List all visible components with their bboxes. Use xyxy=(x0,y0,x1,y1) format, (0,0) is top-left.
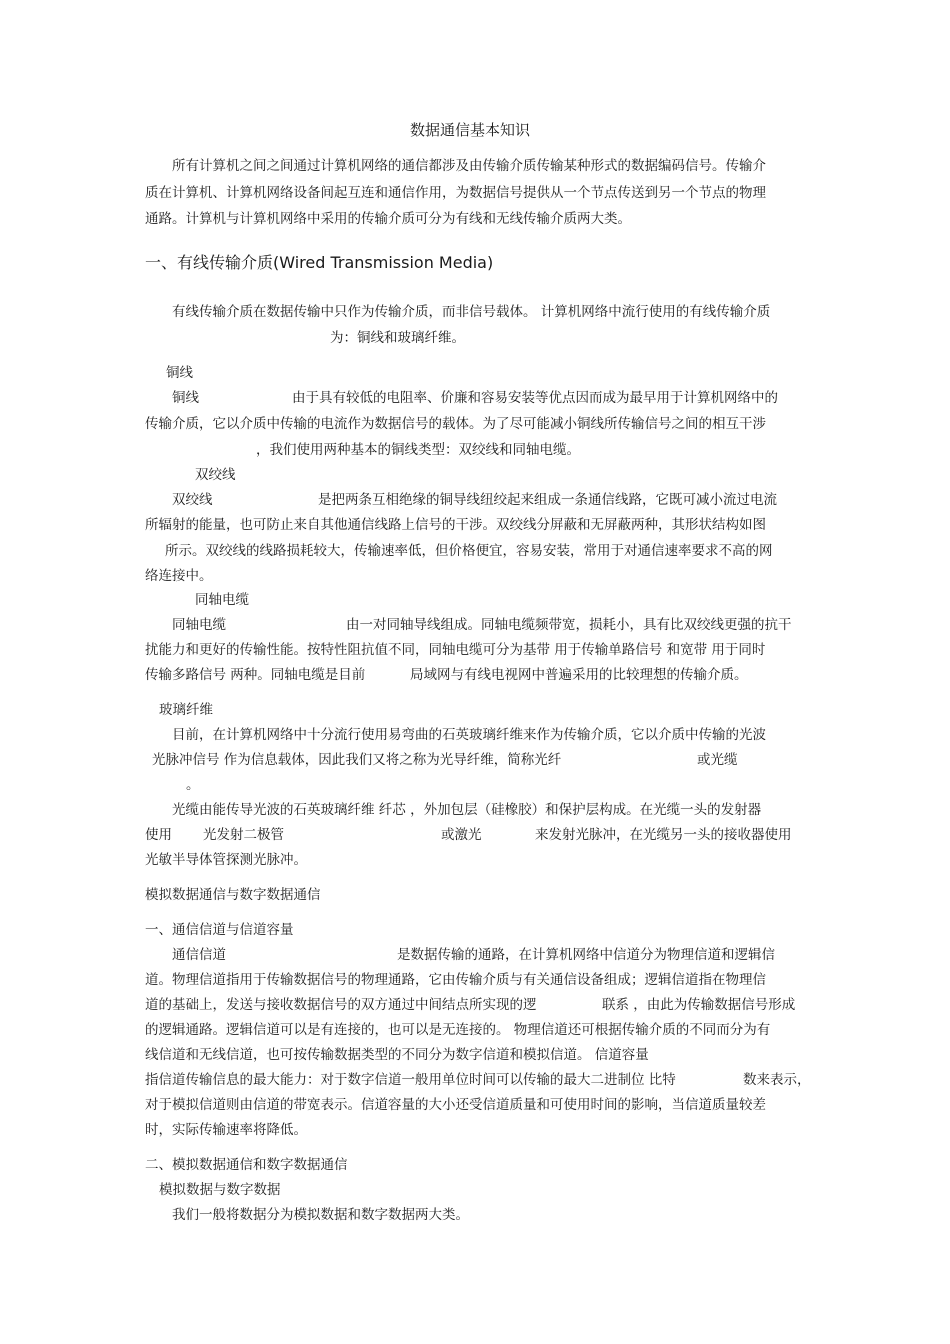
coax-text-3b: 局域网与有线电视网中普遍采用的比较理想的传输介质。 xyxy=(410,667,748,683)
analog-digital-subheading: 二、模拟数据通信和数字数据通信 xyxy=(145,1157,348,1173)
twisted-pair-label: 双绞线 xyxy=(172,492,213,508)
copper-label: 铜线 xyxy=(172,390,199,406)
channel-subheading: 一、通信信道与信道容量 xyxy=(145,922,294,938)
coax-text-1: 由一对同轴导线组成。同轴电缆频带宽，损耗小，具有比双绞线更强的抗干 xyxy=(346,617,792,633)
fiber-text-4: 光缆由能传导光波的石英玻璃纤维 纤芯 ，外加包层（硅橡胶）和保护层构成。在光缆一头的发射器 xyxy=(172,802,762,818)
twisted-pair-text-2: 所辐射的能量，也可防止来自其他通信线路上信号的干涉。双绞线分屏蔽和无屏蔽两种，其形状结构如图 xyxy=(145,517,766,533)
channel-label: 通信信道 xyxy=(172,947,226,963)
channel-text-2: 道。物理信道指用于传输数据信号的物理通路，它由传输介质与有关通信设备组成；逻辑信道指在物理信 xyxy=(145,972,766,988)
fiber-text-5a: 使用 xyxy=(145,827,172,843)
channel-text-5: 线信道和无线信道，也可按传输数据类型的不同分为数字信道和模拟信道。 信道容量 xyxy=(145,1047,649,1063)
fiber-text-1: 目前，在计算机网络中十分流行使用易弯曲的石英玻璃纤维来作为传输介质，它以介质中传输的光波 xyxy=(172,727,766,743)
copper-heading: 铜线 xyxy=(166,365,193,381)
twisted-pair-heading: 双绞线 xyxy=(195,467,236,483)
fiber-text-2a: 光脉冲信号 作为信息载体，因此我们又将之称为光导纤维，简称光纤 xyxy=(152,752,562,768)
fiber-text-6: 光敏半导体管探测光脉冲。 xyxy=(145,852,307,868)
coax-heading: 同轴电缆 xyxy=(195,592,249,608)
last-paragraph: 我们一般将数据分为模拟数据和数字数据两大类。 xyxy=(172,1207,469,1223)
channel-text-7: 对于模拟信道则由信道的带宽表示。信道容量的大小还受信道质量和可使用时间的影响，当信道质量较差 xyxy=(145,1097,766,1113)
wired-para-line-2: 为：铜线和玻璃纤维。 xyxy=(330,330,465,346)
coax-text-2: 扰能力和更好的传输性能。按特性阻抗值不同，同轴电缆可分为基带 用于传输单路信号 和宽带 用于同时 xyxy=(145,642,766,658)
channel-text-3b: 联系 ，由此为传输数据信号形成 xyxy=(602,997,796,1013)
intro-line-2: 质在计算机、计算机网络设备间起互连和通信作用，为数据信号提供从一个节点传送到另一个节点的物理 xyxy=(145,185,766,201)
analog-digital-heading: 模拟数据通信与数字数据通信 xyxy=(145,887,321,903)
fiber-text-5b: 光发射二极管 xyxy=(203,827,284,843)
channel-text-4: 的逻辑通路。逻辑信道可以是有连接的，也可以是无连接的。 物理信道还可根据传输介质的不同而分为有 xyxy=(145,1022,771,1038)
wired-para-line-1: 有线传输介质在数据传输中只作为传输介质，而非信号载体。 计算机网络中流行使用的有线传输介质 xyxy=(172,304,771,320)
copper-text-3: ，我们使用两种基本的铜线类型：双绞线和同轴电缆。 xyxy=(256,442,580,458)
copper-text-2: 传输介质，它以介质中传输的电流作为数据信号的载体。为了尽可能减小铜线所传输信号之间的相互干涉 xyxy=(145,416,766,432)
twisted-pair-text-4: 络连接中。 xyxy=(145,568,213,584)
channel-text-6a: 指信道传输信息的最大能力：对于数字信道一般用单位时间可以传输的最大二进制位 比特 xyxy=(145,1072,676,1088)
fiber-text-5c: 或激光 xyxy=(441,827,482,843)
fiber-text-3: 。 xyxy=(186,777,200,793)
fiber-heading: 玻璃纤维 xyxy=(159,702,213,718)
analog-digital-data-heading: 模拟数据与数字数据 xyxy=(159,1182,281,1198)
copper-text-1: 由于具有较低的电阻率、价廉和容易安装等优点因而成为最早用于计算机网络中的 xyxy=(292,390,778,406)
section-heading-wired: 一、有线传输介质(Wired Transmission Media) xyxy=(145,253,494,272)
channel-text-8: 时，实际传输速率将降低。 xyxy=(145,1122,307,1138)
channel-text-1: 是数据传输的通路，在计算机网络中信道分为物理信道和逻辑信 xyxy=(397,947,775,963)
intro-line-1: 所有计算机之间之间通过计算机网络的通信都涉及由传输介质传输某种形式的数据编码信号。传输介 xyxy=(172,158,766,174)
intro-line-3: 通路。计算机与计算机网络中采用的传输介质可分为有线和无线传输介质两大类。 xyxy=(145,211,631,227)
coax-label: 同轴电缆 xyxy=(172,617,226,633)
twisted-pair-text-3: 所示。双绞线的线路损耗较大，传输速率低，但价格便宜，容易安装，常用于对通信速率要求不高的网 xyxy=(165,543,773,559)
fiber-text-2b: 或光缆 xyxy=(697,752,738,768)
channel-text-6b: 数来表示， xyxy=(743,1072,811,1088)
channel-text-3a: 道的基础上，发送与接收数据信号的双方通过中间结点所实现的逻 xyxy=(145,997,537,1013)
twisted-pair-text-1: 是把两条互相绝缘的铜导线纽绞起来组成一条通信线路，它既可减小流过电流 xyxy=(318,492,777,508)
fiber-text-5d: 来发射光脉冲，在光缆另一头的接收器使用 xyxy=(535,827,792,843)
page-title: 数据通信基本知识 xyxy=(410,121,531,139)
coax-text-3a: 传输多路信号 两种。同轴电缆是目前 xyxy=(145,667,366,683)
